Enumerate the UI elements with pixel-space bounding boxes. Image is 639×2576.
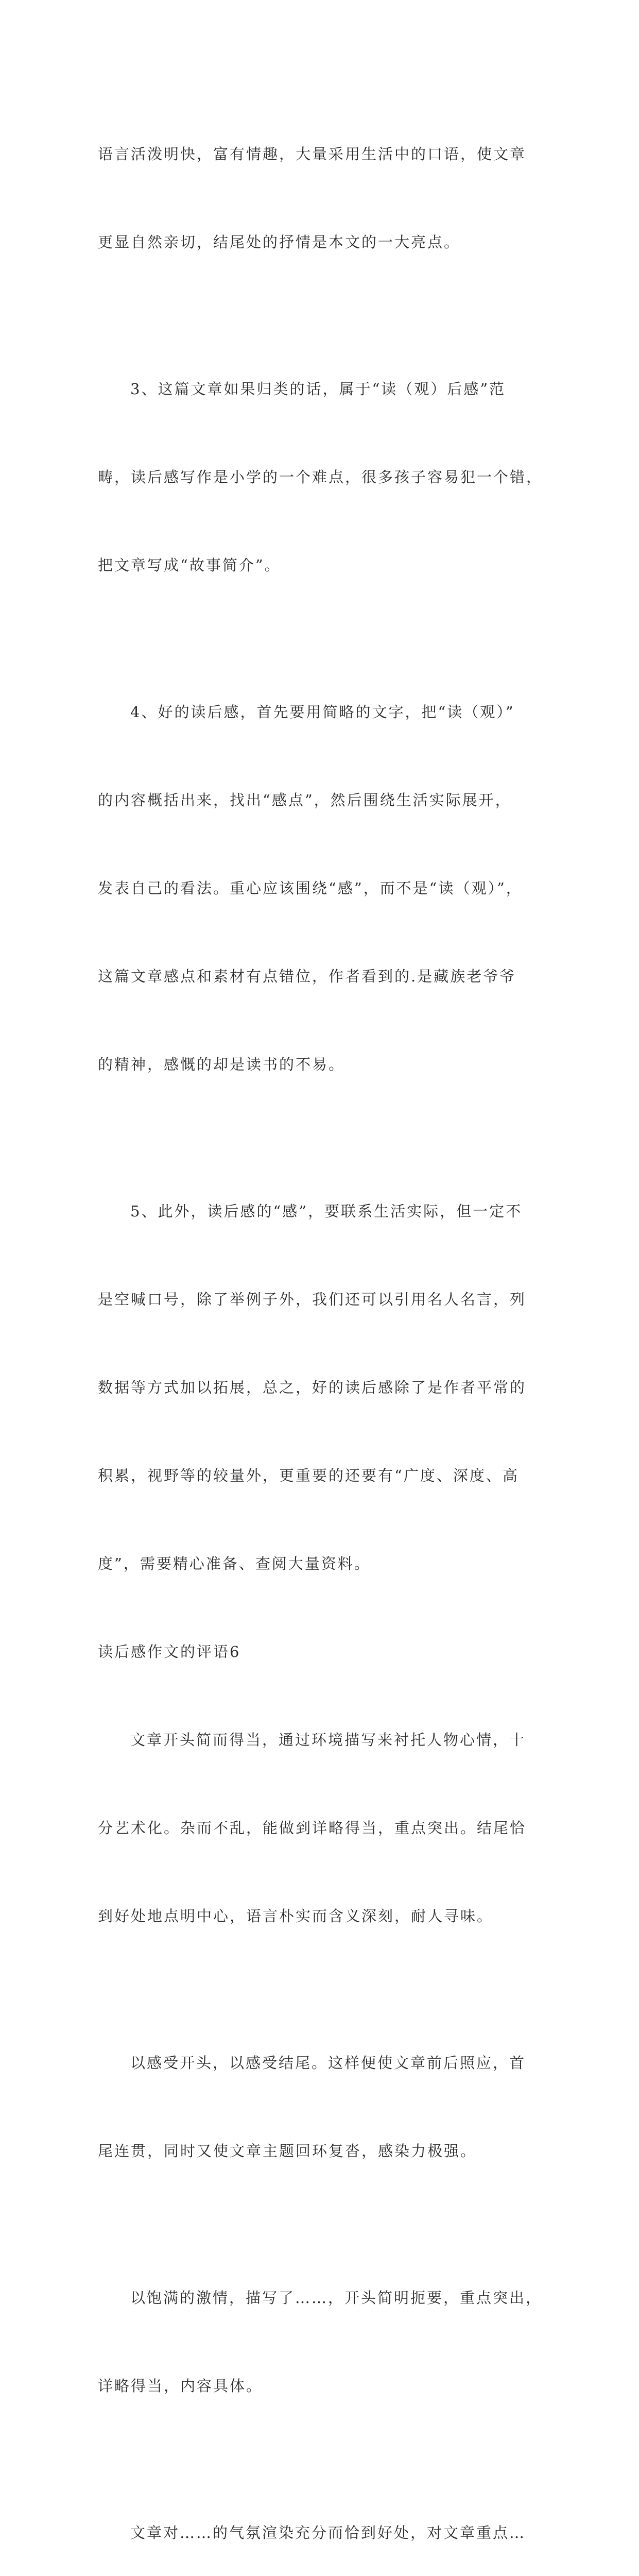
text-line: 数据等方式加以拓展，总之，好的读后感除了是作者平常的 (98, 1379, 527, 1396)
text-line: 是空喊口号，除了举例子外，我们还可以引用名人名言，列 (98, 1291, 527, 1308)
text-line: 语言活泼明快，富有情趣，大量采用生活中的口语，使文章 (98, 145, 527, 163)
paragraph-intro-continuation (98, 81, 541, 316)
text-line: 畴，读后感写作是小学的一个难点，很多孩子容易犯一个错， (98, 468, 543, 486)
paragraph-comment-2 (98, 1990, 541, 2225)
text-line: 以感受开头，以感受结尾。这样便使文章前后照应，首 (130, 2054, 526, 2072)
paragraph-comment-3 (98, 2225, 541, 2460)
text-line: 文章对……的气氛渲染充分而恰到好处，对文章重点… (130, 2524, 526, 2541)
paragraph-point-3 (98, 316, 541, 639)
text-line: 把文章写成“故事简介”。 (98, 556, 281, 574)
text-line: 发表自己的看法。重心应该围绕“感”，而不是“读（观）”， (98, 879, 523, 897)
paragraph-point-5 (98, 1138, 541, 1637)
text-line: 详略得当，内容具体。 (98, 2377, 263, 2395)
section-heading: 读后感作文的评语6 (98, 1643, 241, 1660)
text-line: 4、好的读后感，首先要用简略的文字，把“读（观）” (130, 703, 515, 721)
text-line: 这篇文章感点和素材有点错位，作者看到的.是藏族老爷爷 (98, 968, 516, 985)
text-line: 更显自然亲切，结尾处的抒情是本文的一大亮点。 (98, 233, 461, 251)
paragraph-point-4 (98, 639, 541, 1138)
document-body (98, 81, 541, 2576)
text-line: 分艺术化。杂而不乱，能做到详略得当，重点突出。结尾恰 (98, 1819, 527, 1837)
text-line: 以饱满的激情，描写了……，开头简明扼要，重点突出， (130, 2289, 543, 2307)
text-line: 到好处地点明中心，语言朴实而含义深刻，耐人寻味。 (98, 1907, 494, 1925)
text-line: 文章开头简而得当，通过环境描写来衬托人物心情，十 (130, 1731, 526, 1749)
text-line: 的内容概括出来，找出“感点”，然后围绕生活实际展开， (98, 791, 512, 809)
paragraph-comment-4 (98, 2460, 541, 2576)
text-line: 积累，视野等的较量外，更重要的还要有“广度、深度、高 (98, 1467, 519, 1484)
text-line: 的精神，感慨的却是读书的不易。 (98, 1056, 346, 1073)
text-line: 3、这篇文章如果归类的话，属于“读（观）后感”范 (130, 380, 506, 398)
text-line: 5、此外，读后感的“感”，要联系生活实际，但一定不 (130, 1202, 523, 1220)
paragraph-comment-1 (98, 1667, 541, 1990)
text-line: 尾连贯，同时又使文章主题回环复沓，感染力极强。 (98, 2142, 477, 2160)
text-line: 度”，需要精心准备、查阅大量资料。 (98, 1555, 371, 1572)
